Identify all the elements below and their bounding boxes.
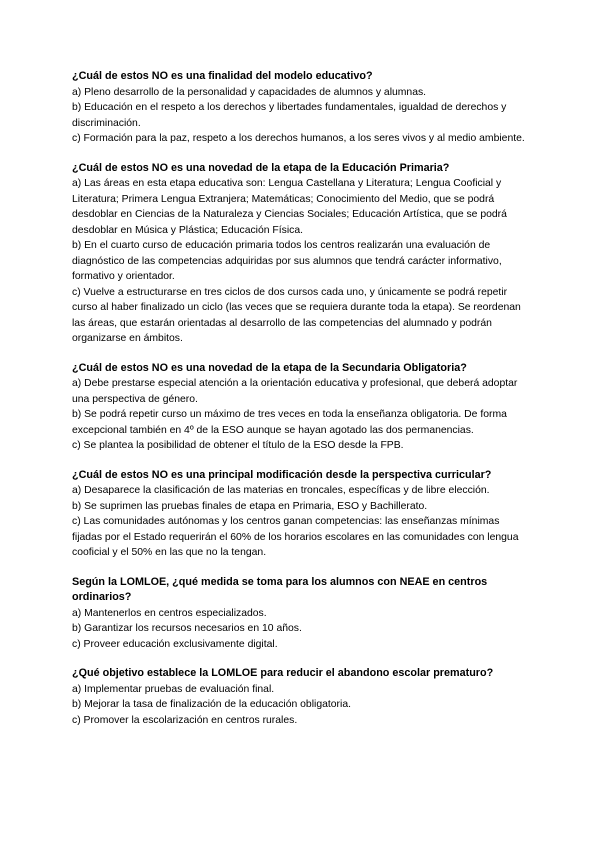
question-title: ¿Cuál de estos NO es una finalidad del modelo educativo? [72, 70, 373, 82]
question-5 [72, 575, 528, 653]
answer-option-c: c) Promover la escolarización en centros rurales. [72, 714, 298, 726]
question-title: ¿Cuál de estos NO es una principal modificación desde la perspectiva curricular? [72, 468, 492, 481]
answer-option-c: c) Proveer educación exclusivamente digital. [72, 638, 278, 650]
question-1 [72, 69, 528, 147]
answer-option-c: c) Formación para la paz, respeto a los derechos humanos, a los seres vivos y al medio ambiente. [72, 133, 525, 144]
answer-option-b: b) Se podrá repetir curso un máximo de tres veces en toda la enseñanza obligatoria. De forma excepcional también en 4º de la ESO aunque se hayan agotado las dos permanencias. [72, 409, 507, 436]
question-title: Según la LOMLOE, ¿qué medida se toma para los alumnos con NEAE en centros ordinarios? [72, 575, 488, 603]
answer-option-b: b) Se suprimen las pruebas finales de etapa en Primaria, ESO y Bachillerato. [72, 500, 428, 512]
question-title: ¿Cuál de estos NO es una novedad de la etapa de la Educación Primaria? [72, 161, 450, 174]
question-4 [72, 468, 528, 561]
question-title: ¿Cuál de estos NO es una novedad de la etapa de la Secundaria Obligatoria? [72, 361, 467, 374]
answer-option-a: a) Las áreas en esta etapa educativa son: Lengua Castellana y Literatura; Lengua Cooficial y Literatura; Primera Lengua Extranjera; Matemáticas; Conocimiento del Medio, que se podrá desdoblar en Ciencias de la Naturaleza y Ciencias Sociales; Educación Artística, que se podrá desdoblar en Música y Plástica; Educación Física. [72, 178, 507, 236]
answer-option-c: c) Se plantea la posibilidad de obtener el título de la ESO desde la FPB. [72, 440, 404, 451]
question-2 [72, 161, 528, 347]
question-6 [72, 666, 528, 728]
answer-option-c: c) Las comunidades autónomas y los centros ganan competencias: las enseñanzas mínimas fijadas por el Estado requerirán el 60% de los horarios escolares en las comunidades con lengua cooficial y el 50% en las que no la tengan. [72, 516, 519, 558]
answer-option-a: a) Pleno desarrollo de la personalidad y capacidades de alumnos y alumnas. [72, 86, 427, 98]
answer-option-b: b) Mejorar la tasa de finalización de la educación obligatoria. [72, 699, 351, 710]
answer-option-c: c) Vuelve a estructurarse en tres ciclos de dos cursos cada uno, y únicamente se podrá repetir curso al haber finalizado un ciclo (las veces que se requiera durante toda la etapa). Se reordenan las áreas, que estarán orientadas al desarrollo de las competencias del alumnado y podrán organizarse en ámbitos. [72, 286, 521, 344]
answer-option-b: b) Garantizar los recursos necesarios en 10 años. [72, 623, 302, 634]
answer-option-a: a) Mantenerlos en centros especializados. [72, 607, 267, 619]
answer-option-b: b) En el cuarto curso de educación primaria todos los centros realizarán una evaluación de diagnóstico de las competencias adquiridas por sus alumnos que tendrá carácter informativo, formativo y orientador. [72, 240, 502, 282]
answer-option-a: a) Implementar pruebas de evaluación final. [72, 683, 275, 695]
question-title: ¿Qué objetivo establece la LOMLOE para reducir el abandono escolar prematuro? [72, 667, 494, 679]
answer-option-a: a) Desaparece la clasificación de las materias en troncales, específicas y de libre elección. [72, 485, 490, 496]
answer-option-a: a) Debe prestarse especial atención a la orientación educativa y profesional, que deberá adoptar una perspectiva de género. [72, 378, 518, 405]
question-3 [72, 361, 528, 454]
answer-option-b: b) Educación en el respeto a los derechos y libertades fundamentales, igualdad de derechos y discriminación. [72, 102, 507, 129]
